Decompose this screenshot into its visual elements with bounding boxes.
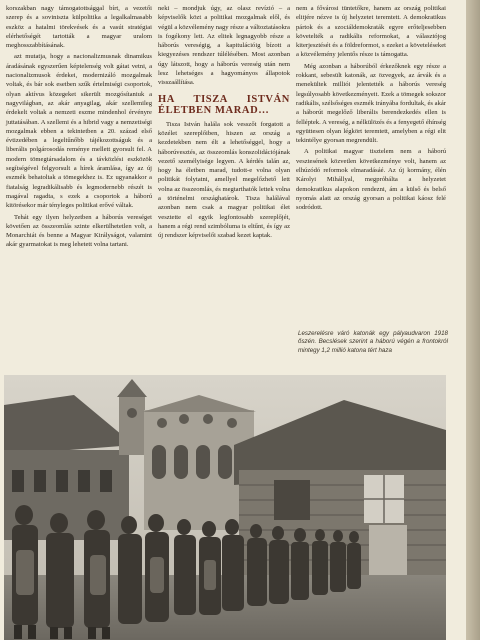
paragraph: korszakban nagy támogatottsággal bírt, a vezetői szerep és a soviniszta külpolitika a legalkalmasabb eszköz a hatalmi törekvések és a vasút stratégiai elérhetőségét tartották a magyar uralom meghosszabbításának. bbox=[6, 5, 152, 50]
article-column-1 bbox=[6, 4, 152, 252]
paragraph: Tisza István halála sok vesszőt forgatott a közélet szereplőiben, hiszen az ország a kezdetekben nem élt a lehetőséggel, hogy a háborúvesztés, az összeomlás konszolidációjának vezető személyisége legyen. A kérdés talán az, hogy ha életben marad, tudott-e volna olyan politikát folytatni, amellyel megelőzhető lett volna az összeomlás, és megtarthatók lettek volna a történelmi országhatárok. Tisza halálával azonban nem csak a magyar politikai élet vesztette el egyik legfontosabb szereplőjét, hanem a régi rend szimbóluma is eltűnt, és így az új rendszer képviselői szabad kezet kaptak. bbox=[158, 120, 290, 240]
paragraph: azt mutatja, hogy a nacionalizmusnak dinamikus áradásának egyszerűen képtelenség volt gátat vetni, a nacionalizmusok érdekei, modernizáló mozgalmak voltak, és bár sok esetben szűk értelmiségi csoportok, olyan aktívus közegeket sikerült mozgósítaniuk a nagyvilágban, az akár anyagilag, akár szellemileg érdekelt voltak a nemzeti eszme mindenhol érvényre juttatásában. A szellemi és a hibrid vagy a nemzetiségi mozgalmak ebben a tekintetben a 20. század első évtizedében a legeltűnőbb tájékozottságuk és a liberális polgárosodás reménye mellett gyorsult fel. A modern tömegtársadalom és a távközlési eszközök segítségével felgyorsult a hírek áramlása, így az új eszmék behatoltak a tömegekhez is. Ez ugyanakkor a fiatalság legradikálisabb és legmodernebb részét is magával ragadta, s ezek a csoportok a háború kitörésekor már tényleges politikai erővé váltak. bbox=[6, 53, 152, 210]
paragraph: neki – mondjuk úgy, az olasz revízió – a képviselők közt a politikai mozgalmak elől, és végül a közvélemény nagy része a változtatásokra is fogékony lett. Az elitek legnagyobb része a háborús vereségig, a kapitulációig bízott a kiegyezéses rendszer túlélésében. Most azonban úgy látszott, hogy a háborús vereség után nem lesz lehetséges a hagyományos állapotok visszaállítása. bbox=[158, 5, 290, 87]
article-column-3 bbox=[296, 4, 446, 215]
paragraph: Tehát egy ilyen helyzetben a háborús vereséget követően az összeomlás szinte elkerülhetetlen volt, a Monarchiát és benne a Magyar Királyságot, valamint akár gyarmatokat is meg lehetett volna tartani. bbox=[6, 213, 152, 249]
paragraph: Még azonban a háborúból érkezőknek egy része a rokkant, sebesült katonák, az özvegyek, az árvák és a menekültek milliói jelentették a háborús vereség legsúlyosabb következményeit. Ezek a tömegek sokszor radikális, szélsőséges eszmék irányába fordultak, és akár a háborút megelőző liberális berendezkedés ellen is felléptek. A vereség, a nélkülözés és a fenyegető éhínség együttesen olyan légkört teremtett, amelyben a régi elit tekintélye gyorsan megrendült. bbox=[296, 62, 446, 145]
article-column-2 bbox=[158, 4, 290, 243]
historical-photo bbox=[4, 375, 446, 640]
photo-caption: Leszerelésre váró katonák egy pályaudvaron 1918 őszén. Becslések szerint a háború végén a frontokról mintegy 1,2 millió katona tért haza bbox=[298, 330, 448, 354]
page-spine bbox=[466, 0, 480, 640]
paragraph: A politikai magyar tisztelem nem a háború vesztesének közvetlen következménye volt, hanem az elhúzódó reformok elmaradásáé. Az új kormány, élén Károlyi Mihállyal, megpróbálta a helyzetet demokratikus alapokon rendezni, ám a külső és belső nyomás alatt az ország gyorsan a politikai káosz felé sodródott. bbox=[296, 148, 446, 212]
section-heading: HA TISZA ISTVÁN ÉLETBEN MARAD… bbox=[158, 93, 290, 116]
paragraph: nem a fővárosi tüntetőkre, hanem az ország politikai elitjére nézve is új helyzetet teremtett. A demokratikus pártok és a szociáldemokraták egyre erőteljesebben követelték a radikális reformokat, a választójog kiterjesztését és a földreformot, s ezeket a követeléseket a közvélemény jelentős része is támogatta. bbox=[296, 5, 446, 59]
